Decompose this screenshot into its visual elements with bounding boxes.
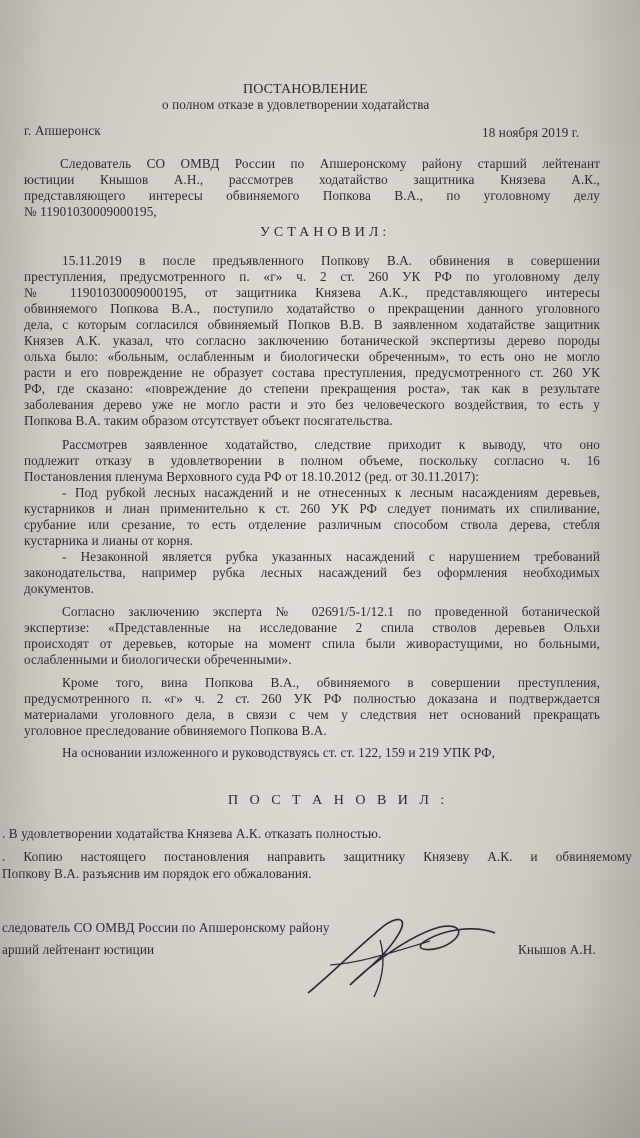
intro-line: юстиции Кнышов А.Н., рассмотрев ходатайство защитника Князева А.К., xyxy=(24,172,600,187)
body-line: законодательства, например рубка лесных насаждений без оформления необходимых xyxy=(24,565,600,580)
body-line: На основании изложенного и руководствуясь ст. ст. 122, 159 и 219 УПК РФ, xyxy=(62,745,496,760)
handwritten-signature xyxy=(290,905,510,1000)
body-line: обвиняемого Попкова В.А., поступило ходатайство о прекращении данного уголовного xyxy=(24,301,600,316)
body-line: РФ, где сказано: «повреждение до степени прекращения роста», так как в результате xyxy=(24,381,600,396)
body-line: преступления, предусмотренного п. «г» ч. 2 ст. 260 УК РФ по уголовному делу xyxy=(24,269,600,284)
body-line: Князев А.К. указал, что согласно заключению ботанической экспертизы дерево породы xyxy=(24,333,600,348)
body-line: ольха было: «больным, ослабленным и биологически обреченным», то есть оно не могло xyxy=(24,349,600,364)
body-line: 15.11.2019 в после предъявленного Попкову В.А. обвинения в совершении xyxy=(62,253,600,268)
body-line: № 11901030009000195, от защитника Князева А.К., представляющего интересы xyxy=(24,285,600,300)
body-line: Постановления пленума Верховного суда РФ от 18.10.2012 (ред. от 30.11.2017): xyxy=(24,469,480,484)
body-line: - Незаконной является рубка указанных насаждений с нарушением требований xyxy=(62,549,600,564)
document-title: ПОСТАНОВЛЕНИЕ xyxy=(243,82,368,97)
intro-line: № 11901030009000195, xyxy=(24,204,157,219)
signatory-rank: арший лейтенант юстиции xyxy=(2,942,155,957)
body-line: - Под рубкой лесных насаждений и не отнесенных к лесным насаждениям деревьев, xyxy=(62,485,600,500)
signatory-position: следователь СО ОМВД России по Апшеронскому району xyxy=(2,920,330,935)
body-line: дела, с которым согласился обвиняемый Попков В.В. В заявленном ходатайстве защитник xyxy=(24,317,600,332)
photo-shadow xyxy=(0,1000,640,1138)
body-line: документов. xyxy=(24,581,95,596)
document-city: г. Апшеронск xyxy=(24,123,101,138)
res-line: . Копию настоящего постановления направить защитнику Князеву А.К. и обвиняемому xyxy=(2,849,632,864)
body-line: Согласно заключению эксперта № 02691/5-1/12.1 по проведенной ботанической xyxy=(62,604,600,619)
body-line: кустарников и лиан применительно к ст. 260 УК РФ следует понимать их спиливание, xyxy=(24,501,600,516)
intro-line: представляющего интересы обвиняемого Попкова В.А., по уголовному делу xyxy=(24,188,600,203)
body-line: происходят от деревьев, которые на момент спила были живорастущими, но больными, xyxy=(24,636,600,651)
body-line: экспертизе: «Представленные на исследование 2 спила стволов деревьев Ольхи xyxy=(24,620,600,635)
body-line: материалами уголовного дела, в связи с чем у следствия нет оснований прекращать xyxy=(24,707,600,722)
body-line: кустарника и лианы от корня. xyxy=(24,533,194,548)
body-line: предусмотренного п. «г» ч. 2 ст. 260 УК РФ полностью доказана и подтверждается xyxy=(24,691,600,706)
signatory-name: Кнышов А.Н. xyxy=(518,942,596,957)
body-line: Рассмотрев заявленное ходатайство, следствие приходит к выводу, что оно xyxy=(62,437,600,452)
res-line: . В удовлетворении ходатайства Князева А.К. отказать полностью. xyxy=(2,826,382,841)
resolved-heading: П О С Т А Н О В И Л : xyxy=(228,793,449,808)
body-line: уголовное преследование обвиняемого Попкова В.А. xyxy=(24,723,327,738)
established-heading: УСТАНОВИЛ: xyxy=(260,225,391,240)
document-subtitle: о полном отказе в удовлетворении ходатайства xyxy=(162,97,430,112)
body-line: Кроме того, вина Попкова В.А., обвиняемого в совершении преступления, xyxy=(62,675,600,690)
body-line: Попкова В.А. таким образом отсутствует объект посягательства. xyxy=(24,413,393,428)
res-line: Попкову В.А. разъяснив им порядок его обжалования. xyxy=(2,866,312,881)
body-line: срубание или срезание, то есть отделение различным способом ствола дерева, стебля xyxy=(24,517,600,532)
intro-line: Следователь СО ОМВД России по Апшеронскому району старший лейтенант xyxy=(60,156,600,171)
body-line: ослабленными и биологически обреченными». xyxy=(24,652,292,667)
body-line: заболевания дерево уже не могло расти и это без человеческого воздействия, то есть у xyxy=(24,397,600,412)
body-line: расти и его повреждение не образует состава преступления, предусмотренного ст. 260 УК xyxy=(24,365,600,380)
document-date: 18 ноября 2019 г. xyxy=(482,125,580,140)
body-line: подлежит отказу в удовлетворении в полном объеме, поскольку согласно ч. 16 xyxy=(24,453,600,468)
